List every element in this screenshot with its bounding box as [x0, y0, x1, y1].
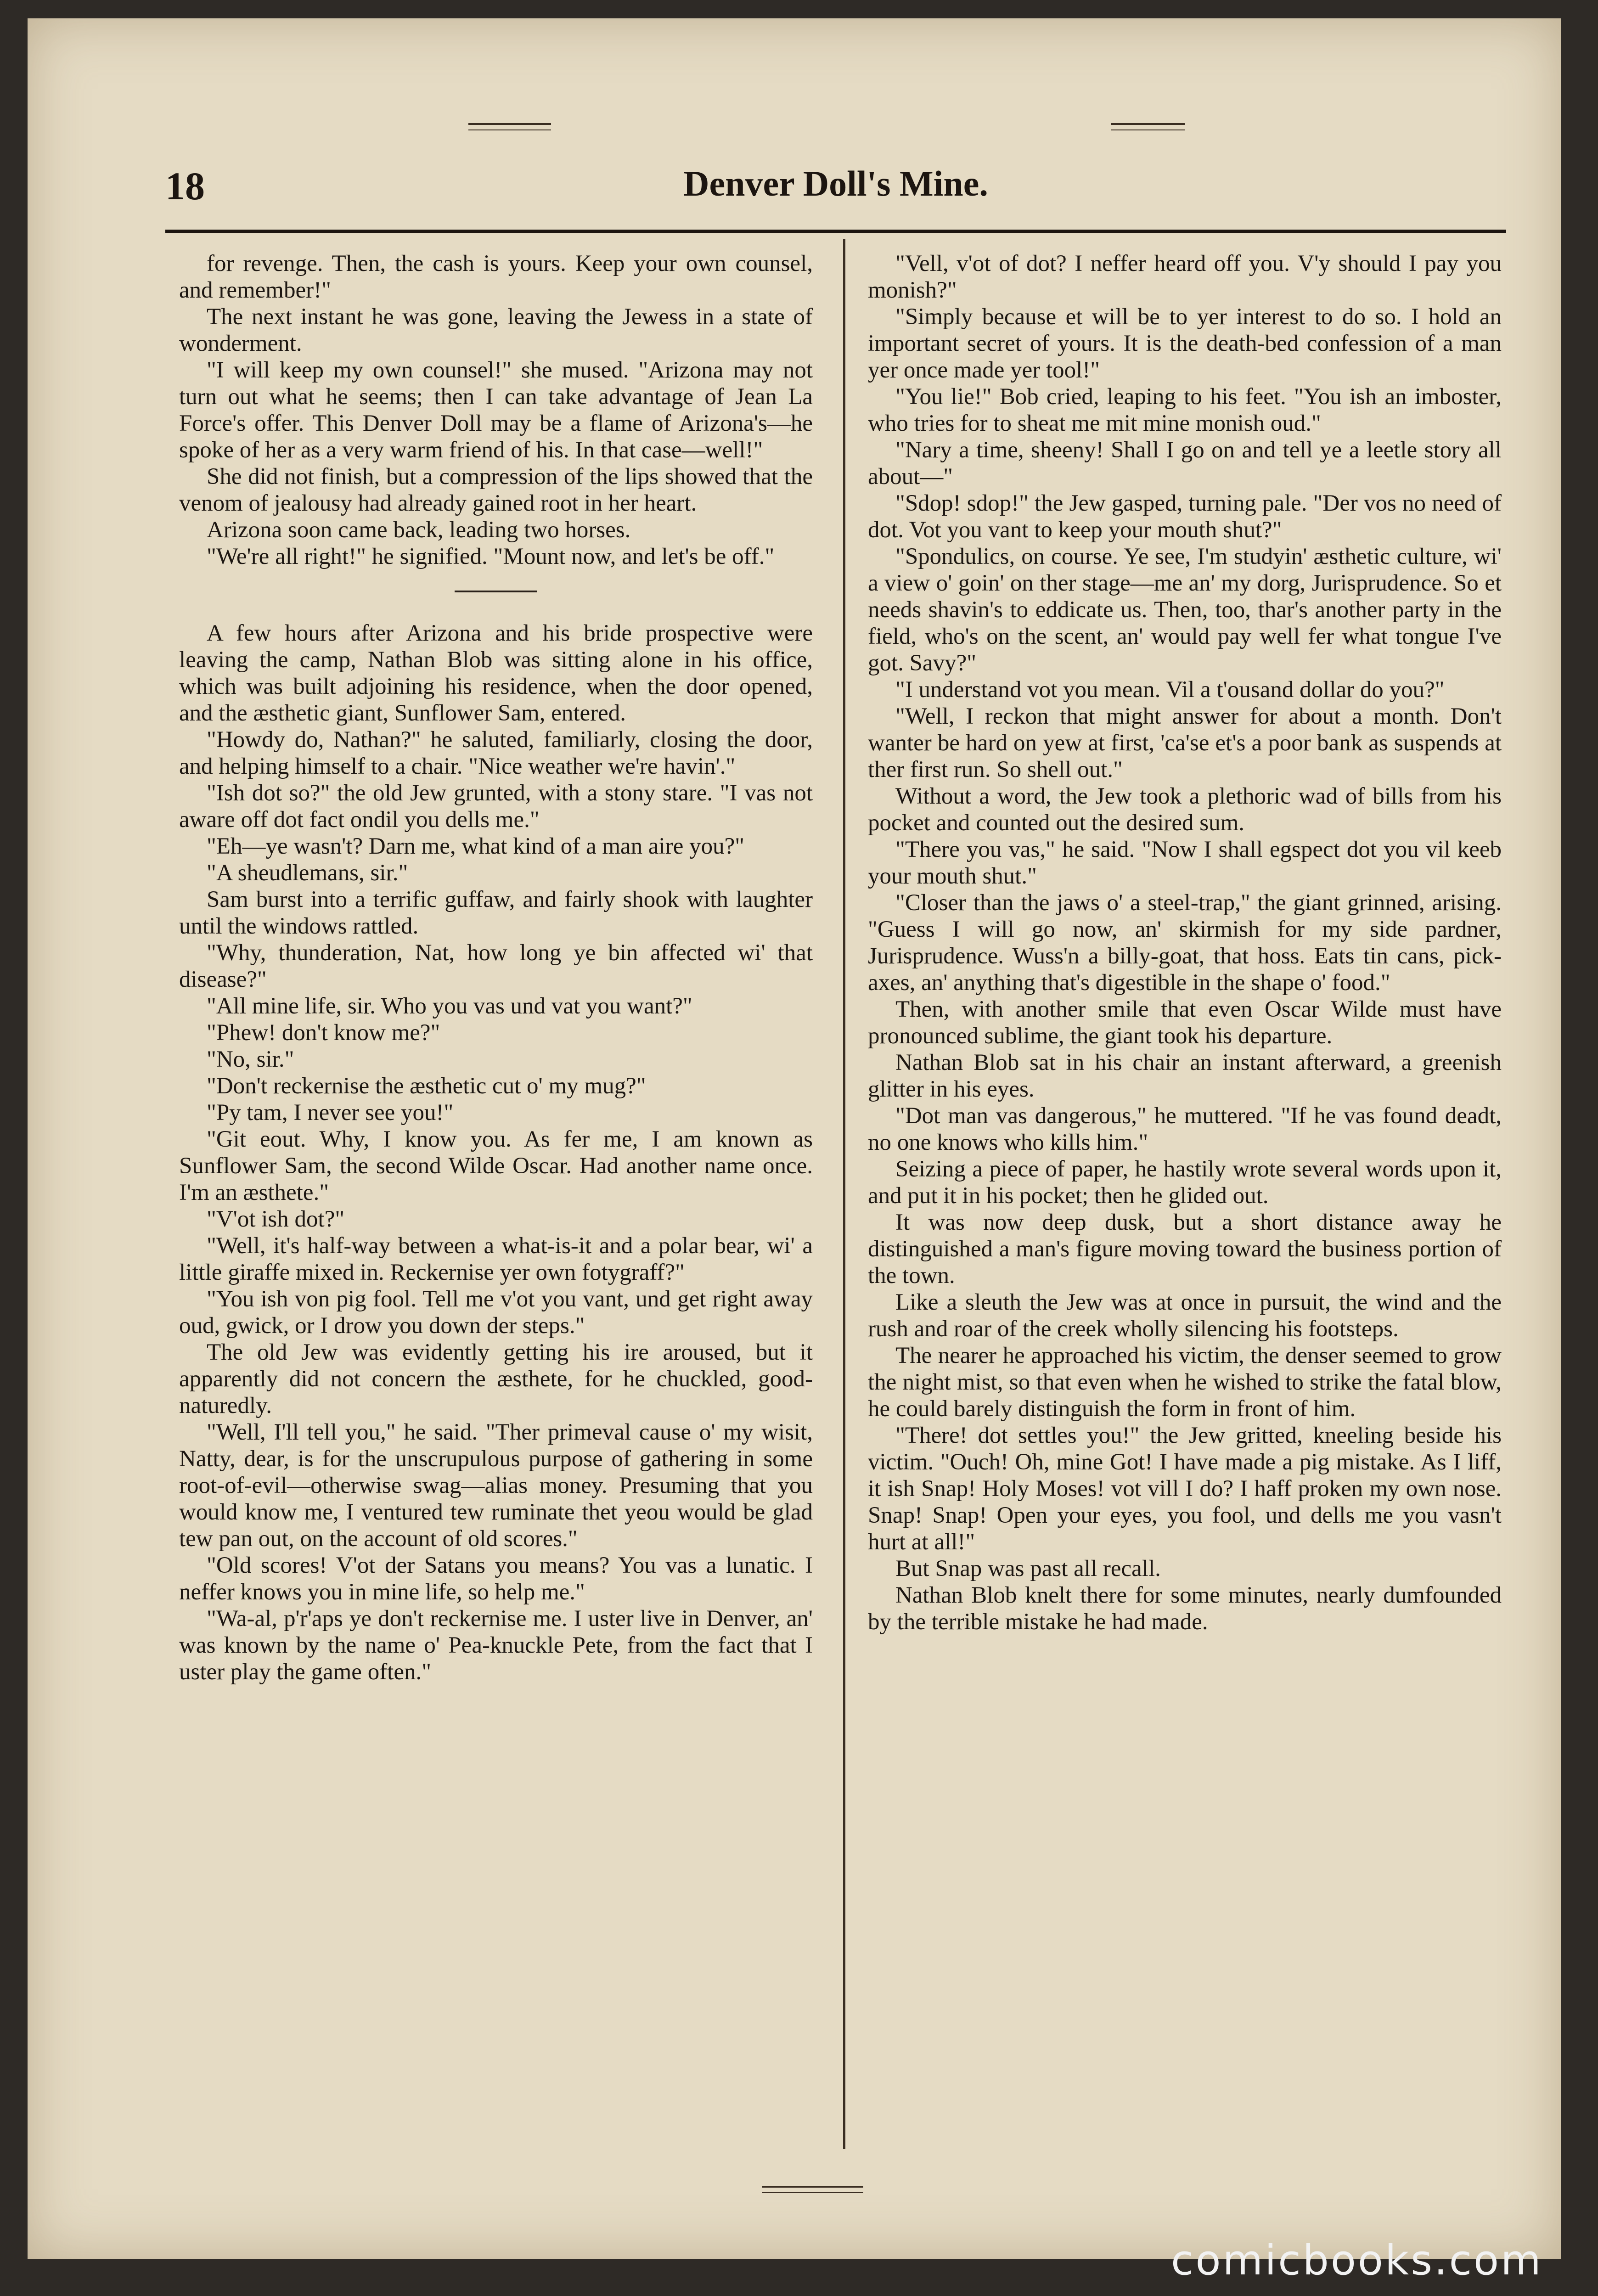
paragraph: "Git eout. Why, I know you. As fer me, I am known as Sunflower Sam, the second Wilde Oscar. Had another name once. I'm an æsthete.": [179, 1126, 813, 1205]
paragraph: "All mine life, sir. Who you vas und vat you want?": [207, 993, 692, 1019]
paragraph: "There! dot settles you!" the Jew gritted, kneeling beside his victim. "Ouch! Oh, mine Got! I have made a pig mistake. As I liff, it ish Snap! Holy Moses! vot vill I do? I haff proken my own nose. Snap! Snap! Open your eyes, you fool, und dells me you vasn't hurt at all!": [868, 1423, 1502, 1555]
paragraph: "Wa-al, p'r'aps ye don't reckernise me. I uster live in Denver, an' was known by the name o' Pea-knuckle Pete, from the fact that I uster play the game often.": [179, 1606, 813, 1685]
paragraph: "I will keep my own counsel!" she mused. "Arizona may not turn out what he seems; then I can take advantage of Jean La Force's offer. This Denver Doll may be a flame of Arizona's—he spoke of her as a very warm friend of his. In that case—well!": [179, 357, 813, 463]
paragraph: The old Jew was evidently getting his ire aroused, but it apparently did not concern the æsthete, for he chuckled, good-naturedly.: [179, 1339, 813, 1418]
paragraph: "Py tam, I never see you!": [207, 1100, 454, 1125]
paragraph: Nathan Blob sat in his chair an instant afterward, a greenish glitter in his eyes.: [868, 1050, 1502, 1102]
paragraph: "Closer than the jaws o' a steel-trap," the giant grinned, arising. "Guess I will go now, an' skirmish for my side pardner, Jurisprudence. Wuss'n a billy-goat, that hoss. Eats tin cans, pick-axes, an' anything that's digestible in the shape o' food.": [868, 890, 1502, 996]
paragraph: But Snap was past all recall.: [895, 1556, 1161, 1581]
paragraph: "Spondulics, on course. Ye see, I'm studyin' æsthetic culture, wi' a view o' goin' on ther stage—me an' my dorg, Jurisprudence. So et needs shavin's to eddicate us. Then, too, thar's another party in the field, who's on the scent, an' would pay well fer what tongue I've got. Savy?": [868, 544, 1502, 676]
column-divider: [843, 239, 845, 2149]
paragraph: "Eh—ye wasn't? Darn me, what kind of a man aire you?": [207, 833, 745, 859]
paragraph: "Vell, v'ot of dot? I neffer heard off you. V'y should I pay you monish?": [868, 251, 1502, 303]
paragraph: A few hours after Arizona and his bride prospective were leaving the camp, Nathan Blob was sitting alone in his office, which was built adjoining his residence, when the door opened, and the æsthetic giant, Sunflower Sam, entered.: [179, 620, 813, 726]
paragraph: "Why, thunderation, Nat, how long ye bin affected wi' that disease?": [179, 940, 813, 992]
paragraph: "Don't reckernise the æsthetic cut o' my mug?": [207, 1073, 646, 1099]
paragraph: Seizing a piece of paper, he hastily wrote several words upon it, and put it in his pocket; then he glided out.: [868, 1156, 1502, 1209]
paragraph: It was now deep dusk, but a short distance away he distinguished a man's figure moving toward the business portion of the town.: [868, 1210, 1502, 1289]
paragraph: for revenge. Then, the cash is yours. Keep your own counsel, and remember!": [179, 251, 813, 303]
paragraph: "You lie!" Bob cried, leaping to his feet. "You ish an imboster, who tries for to sheat me mit mine monish oud.": [868, 384, 1502, 436]
paragraph: "Phew! don't know me?": [207, 1020, 440, 1046]
paragraph: "Sdop! sdop!" the Jew gasped, turning pale. "Der vos no need of dot. Vot you vant to keep your mouth shut?": [868, 490, 1502, 543]
paragraph: "Well, I reckon that might answer for about a month. Don't wanter be hard on yew at first, 'ca'se et's a poor bank as suspends at ther first run. So shell out.": [868, 703, 1502, 782]
header-rule: [165, 230, 1506, 233]
paragraph: "There you vas," he said. "Now I shall egspect dot you vil keeb your mouth shut.": [868, 837, 1502, 889]
paragraph: "Ish dot so?" the old Jew grunted, with a stony stare. "I vas not aware off dot fact ondil you dells me.": [179, 780, 813, 833]
left-column: [179, 250, 813, 2156]
paragraph: "V'ot ish dot?": [207, 1206, 345, 1232]
page-number: 18: [165, 164, 205, 208]
paragraph: Like a sleuth the Jew was at once in pursuit, the wind and the rush and roar of the creek wholly silencing his footsteps.: [868, 1289, 1502, 1342]
paragraph: Then, with another smile that even Oscar Wilde must have pronounced sublime, the giant took his departure.: [868, 996, 1502, 1049]
paragraph: "Well, I'll tell you," he said. "Ther primeval cause o' my wisit, Natty, dear, is for the unscrupulous purpose of gathering in some root-of-evil—otherwise swag—alias money. Presuming that you would know me, I ventured tew ruminate thet yeou would be glad tew pan out, on the account of old scores.": [179, 1419, 813, 1552]
paragraph: "Well, it's half-way between a what-is-it and a polar bear, wi' a little giraffe mixed in. Reckernise yer own fotygraff?": [179, 1233, 813, 1285]
paragraph: "I understand vot you mean. Vil a t'ousand dollar do you?": [895, 677, 1445, 703]
paragraph: Nathan Blob knelt there for some minutes, nearly dumfounded by the terrible mistake he had made.: [868, 1582, 1502, 1635]
paragraph: "Dot man vas dangerous," he muttered. "If he vas found deadt, no one knows who kills him.": [868, 1103, 1502, 1155]
paragraph: Arizona soon came back, leading two horses.: [207, 517, 631, 543]
paragraph: She did not finish, but a compression of the lips showed that the venom of jealousy had already gained root in her heart.: [179, 464, 813, 516]
paragraph: "No, sir.": [207, 1047, 294, 1072]
paragraph: "You ish von pig fool. Tell me v'ot you vant, und get right away oud, gwick, or I drow you down der steps.": [179, 1286, 813, 1339]
paragraph: "We're all right!" he signified. "Mount now, and let's be off.": [207, 544, 775, 569]
paragraph: "Old scores! V'ot der Satans you means? You vas a lunatic. I neffer knows you in mine life, so help me.": [179, 1553, 813, 1605]
paragraph: The next instant he was gone, leaving the Jewess in a state of wonderment.: [179, 304, 813, 356]
right-column: [868, 250, 1502, 2156]
paragraph: "Nary a time, sheeny! Shall I go on and tell ye a leetle story all about—": [868, 437, 1502, 490]
bottom-ornament: [762, 2186, 863, 2193]
page-header: [165, 163, 1506, 218]
paragraph: The nearer he approached his victim, the denser seemed to grow the night mist, so that even when he wished to strike the fatal blow, he could barely distinguish the form in front of him.: [868, 1343, 1502, 1422]
top-ornament-right: [1111, 123, 1185, 130]
paragraph: "Howdy do, Nathan?" he saluted, familiarly, closing the door, and helping himself to a chair. "Nice weather we're havin'.": [179, 727, 813, 779]
paragraph: Sam burst into a terrific guffaw, and fairly shook with laughter until the windows rattled.: [179, 887, 813, 939]
book-page: [28, 18, 1561, 2259]
paragraph: "A sheudlemans, sir.": [207, 860, 408, 886]
watermark: comicbooks.com: [1171, 2236, 1543, 2285]
paragraph: Without a word, the Jew took a plethoric wad of bills from his pocket and counted out the desired sum.: [868, 783, 1502, 836]
running-title: Denver Doll's Mine.: [683, 163, 988, 203]
top-ornament-left: [468, 123, 551, 130]
paragraph: "Simply because et will be to yer interest to do so. I hold an important secret of yours. It is the death-bed confession of a man yer once made yer tool!": [868, 304, 1502, 383]
section-break-rule: [455, 591, 537, 592]
